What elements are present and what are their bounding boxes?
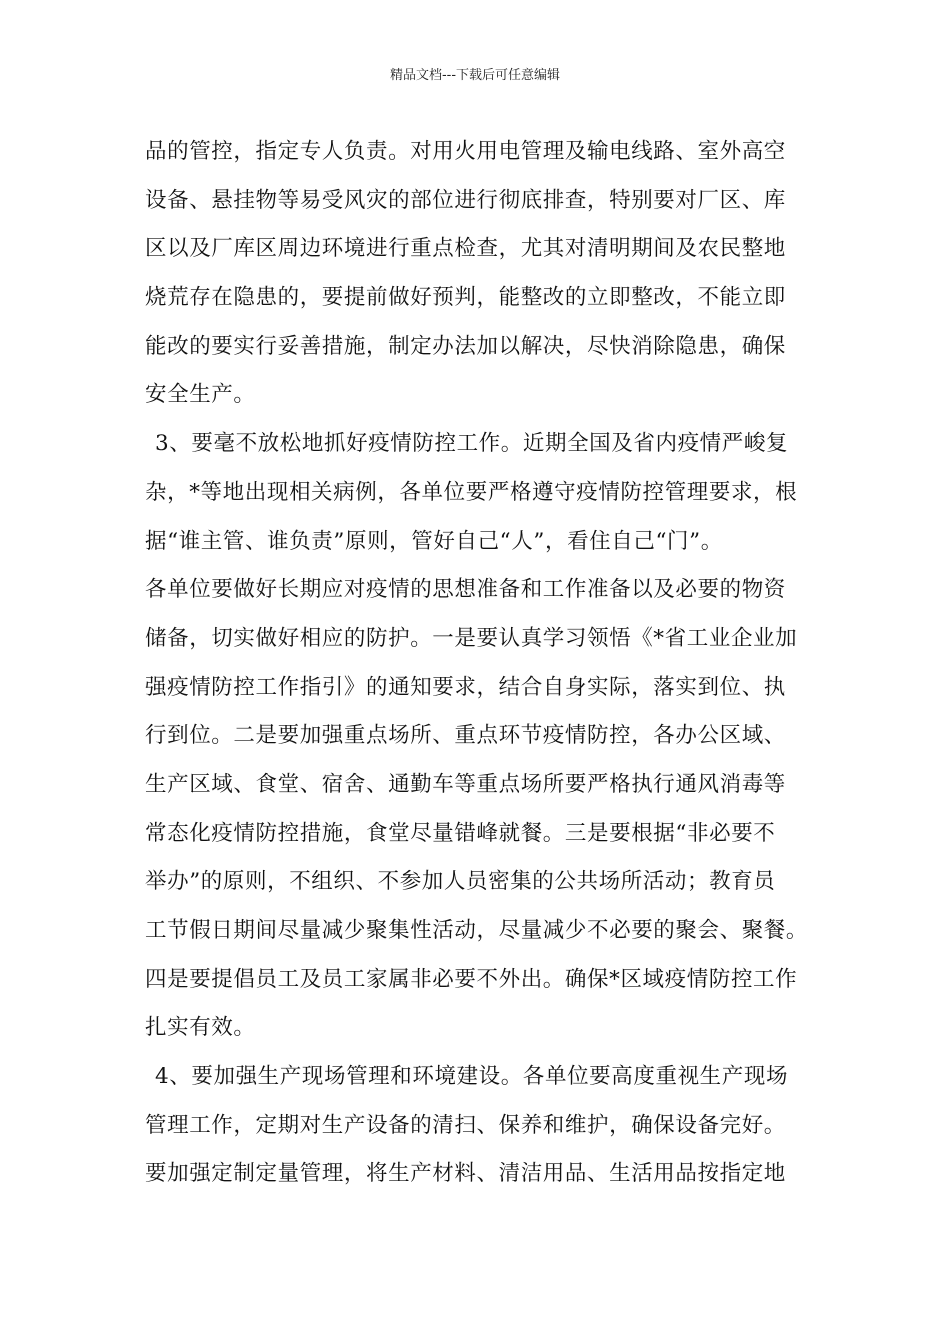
text-line: 举办”的原则，不组织、不参加人员密集的公共场所活动；教育员: [145, 869, 776, 895]
text-line: 生产区域、食堂、宿舍、通勤车等重点场所要严格执行通风消毒等: [145, 771, 786, 797]
text-line: 杂，*等地出现相关病例，各单位要严格遵守疫情防控管理要求，根: [145, 479, 798, 505]
text-line: 四是要提倡员工及员工家属非必要不外出。确保*区域疫情防控工作: [145, 966, 798, 992]
text-line: 工节假日期间尽量减少聚集性活动，尽量减少不必要的聚会、聚餐。: [145, 918, 809, 943]
text-line: 扎实有效。: [145, 1015, 256, 1041]
text-line: 行到位。二是要加强重点场所、重点环节疫情防控，各办公区域、: [145, 723, 786, 749]
paragraph-4-start: 4、要加强生产现场管理和环境建设。各单位要高度重视生产现场: [155, 1064, 789, 1090]
text-line: 常态化疫情防控措施，食堂尽量错峰就餐。三是要根据“非必要不: [145, 820, 776, 846]
text-line: 烧荒存在隐患的，要提前做好预判，能整改的立即整改，不能立即: [145, 285, 786, 311]
text-line: 要加强定制定量管理，将生产材料、清洁用品、生活用品按指定地: [145, 1161, 786, 1187]
text-line: 强疫情防控工作指引》的通知要求，结合自身实际，落实到位、执: [145, 674, 786, 700]
text-line: 据“谁主管、谁负责”原则，管好自己“人”，看住自己“门”。: [145, 528, 723, 554]
text-line: 能改的要实行妥善措施，制定办法加以解决，尽快消除隐患，确保: [145, 333, 786, 359]
page-header: 精品文档---下载后可任意编辑: [389, 68, 561, 83]
text-line: 各单位要做好长期应对疫情的思想准备和工作准备以及必要的物资: [145, 577, 786, 603]
text-line: 区以及厂库区周边环境进行重点检查，尤其对清明期间及农民整地: [145, 236, 786, 262]
text-line: 管理工作，定期对生产设备的清扫、保养和维护，确保设备完好。: [145, 1112, 786, 1138]
text-line: 储备，切实做好相应的防护。一是要认真学习领悟《*省工业企业加: [145, 625, 798, 651]
text-line: 设备、悬挂物等易受风灾的部位进行彻底排查，特别要对厂区、库: [145, 187, 786, 213]
paragraph-3-start: 3、要毫不放松地抓好疫情防控工作。近期全国及省内疫情严峻复: [155, 431, 789, 457]
text-line: 安全生产。: [145, 382, 256, 408]
document-body: [145, 131, 825, 1202]
text-line: 品的管控，指定专人负责。对用火用电管理及输电线路、室外高空: [145, 139, 786, 164]
